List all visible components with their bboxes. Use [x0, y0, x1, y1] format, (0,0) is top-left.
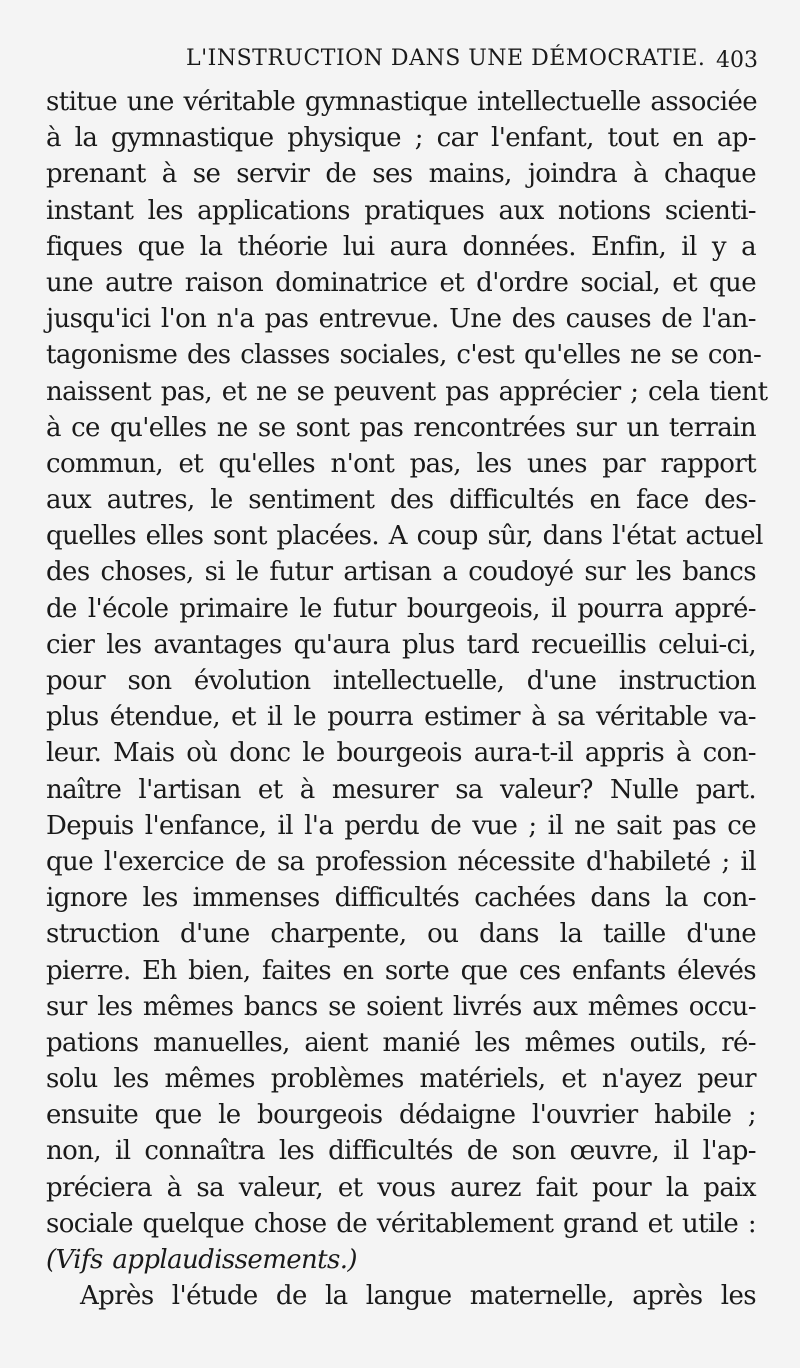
- text-line: plus étendue, et il le pourra estimer à sa véritable va-: [46, 702, 756, 733]
- text-line: à ce qu'elles ne se sont pas rencontrées sur un terrain: [46, 412, 756, 443]
- text-line: des choses, si le futur artisan a coudoyé sur les bancs: [46, 557, 756, 588]
- paragraph-start-line: Après l'étude de la langue maternelle, après les: [80, 1281, 756, 1312]
- text-line: non, il connaîtra les difficultés de son œuvre, il l'ap-: [46, 1136, 756, 1167]
- text-line: aux autres, le sentiment des difficultés en face des-: [46, 485, 756, 516]
- text-line: struction d'une charpente, ou dans la taille d'une: [46, 919, 756, 950]
- text-line: solu les mêmes problèmes matériels, et n'ayez peur: [46, 1064, 756, 1095]
- text-line: quelles elles sont placées. A coup sûr, dans l'état actuel: [46, 521, 763, 552]
- running-header: [0, 40, 800, 80]
- running-title: L'INSTRUCTION DANS UNE DÉMOCRATIE.: [186, 46, 706, 71]
- text-line: de l'école primaire le futur bourgeois, il pourra appré-: [46, 593, 756, 624]
- text-line: pations manuelles, aient manié les mêmes outils, ré-: [46, 1027, 756, 1058]
- text-line: Depuis l'enfance, il l'a perdu de vue ; il ne sait pas ce: [46, 810, 756, 841]
- text-line: à la gymnastique physique ; car l'enfant, tout en ap-: [46, 123, 756, 154]
- text-line: que l'exercice de sa profession nécessite d'habileté ; il: [46, 846, 756, 877]
- text-line: sur les mêmes bancs se soient livrés aux mêmes occu-: [46, 991, 756, 1022]
- text-line: naître l'artisan et à mesurer sa valeur? Nulle part.: [46, 774, 756, 805]
- text-line: prenant à se servir de ses mains, joindra à chaque: [46, 159, 756, 190]
- text-line: cier les avantages qu'aura plus tard recueillis celui-ci,: [46, 629, 756, 660]
- text-line: instant les applications pratiques aux notions scienti-: [46, 195, 756, 226]
- page-number: 403: [716, 48, 758, 73]
- body-text: [46, 84, 768, 1314]
- text-line: stitue une véritable gymnastique intellectuelle associée: [46, 87, 758, 117]
- text-line: pierre. Eh bien, faites en sorte que ces enfants élevés: [46, 955, 756, 986]
- text-line: ignore les immenses difficultés cachées dans la con-: [46, 883, 756, 914]
- text-line: jusqu'ici l'on n'a pas entrevue. Une des causes de l'an-: [46, 304, 756, 335]
- text-line: pour son évolution intellectuelle, d'une instruction: [46, 666, 756, 696]
- text-line: tagonisme des classes sociales, c'est qu'elles ne se con-: [46, 340, 762, 371]
- text-line: une autre raison dominatrice et d'ordre social, et que: [46, 267, 756, 298]
- applause-note: (Vifs applaudissements.): [46, 1245, 357, 1275]
- text-line: préciera à sa valeur, et vous aurez fait pour la paix: [46, 1172, 756, 1203]
- text-line: commun, et qu'elles n'ont pas, les unes par rapport: [46, 448, 756, 479]
- text-line: sociale quelque chose de véritablement grand et utile :: [46, 1208, 756, 1239]
- text-line: fiques que la théorie lui aura données. Enfin, il y a: [46, 231, 756, 262]
- text-line: ensuite que le bourgeois dédaigne l'ouvrier habile ;: [46, 1100, 756, 1131]
- text-line: leur. Mais où donc le bourgeois aura-t-il appris à con-: [46, 738, 756, 769]
- text-line: naissent pas, et ne se peuvent pas apprécier ; cela tient: [46, 376, 768, 407]
